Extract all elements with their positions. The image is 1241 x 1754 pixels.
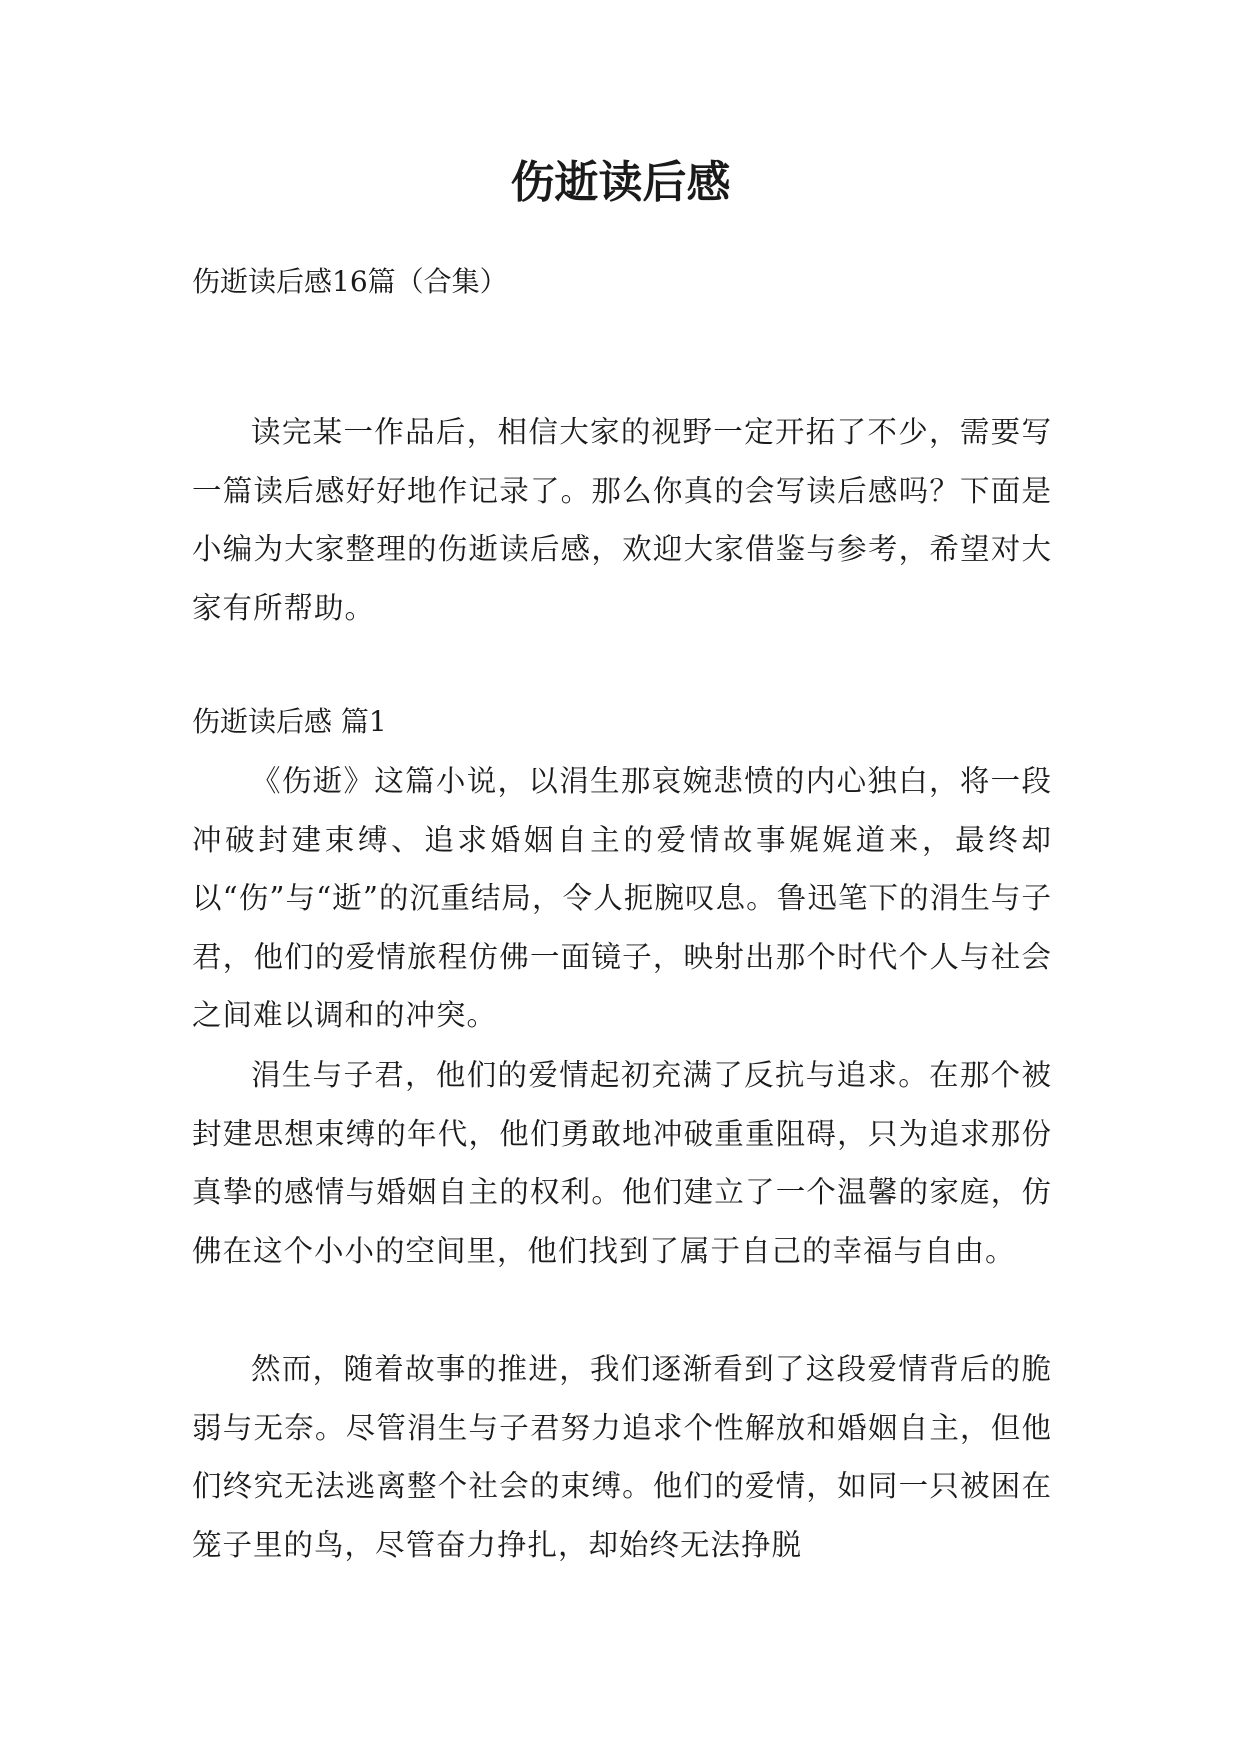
section-heading: 伤逝读后感 篇1 xyxy=(192,705,387,738)
body-paragraph-2: 涓生与子君，他们的爱情起初充满了反抗与追求。在那个被封建思想束缚的年代，他们勇敢地冲破重重阻碍，只为追求那份真挚的感情与婚姻自主的权利。他们建立了一个温馨的家庭，仿佛在这个小小的空间里，他们找到了属于自己的幸福与自由。 xyxy=(192,1058,1052,1268)
body-paragraph-1: 《伤逝》这篇小说，以涓生那哀婉悲愤的内心独白，将一段冲破封建束缚、追求婚姻自主的爱情故事娓娓道来，最终却以“伤”与“逝”的沉重结局，令人扼腕叹息。鲁迅笔下的涓生与子君，他们的爱情旅程仿佛一面镜子，映射出那个时代个人与社会之间难以调和的冲突。 xyxy=(192,764,1052,1033)
intro-paragraph: 读完某一作品后，相信大家的视野一定开拓了不少，需要写一篇读后感好好地作记录了。那么你真的会写读后感吗？下面是小编为大家整理的伤逝读后感，欢迎大家借鉴与参考，希望对大家有所帮助。 xyxy=(192,415,1052,625)
document-subtitle: 伤逝读后感16篇（合集） xyxy=(192,265,508,298)
document-title: 伤逝读后感 xyxy=(510,157,731,208)
body-paragraph-3: 然而，随着故事的推进，我们逐渐看到了这段爱情背后的脆弱与无奈。尽管涓生与子君努力追求个性解放和婚姻自主，但他们终究无法逃离整个社会的束缚。他们的爱情，如同一只被困在笼子里的鸟，尽管奋力挣扎，却始终无法挣脱 xyxy=(192,1352,1052,1562)
